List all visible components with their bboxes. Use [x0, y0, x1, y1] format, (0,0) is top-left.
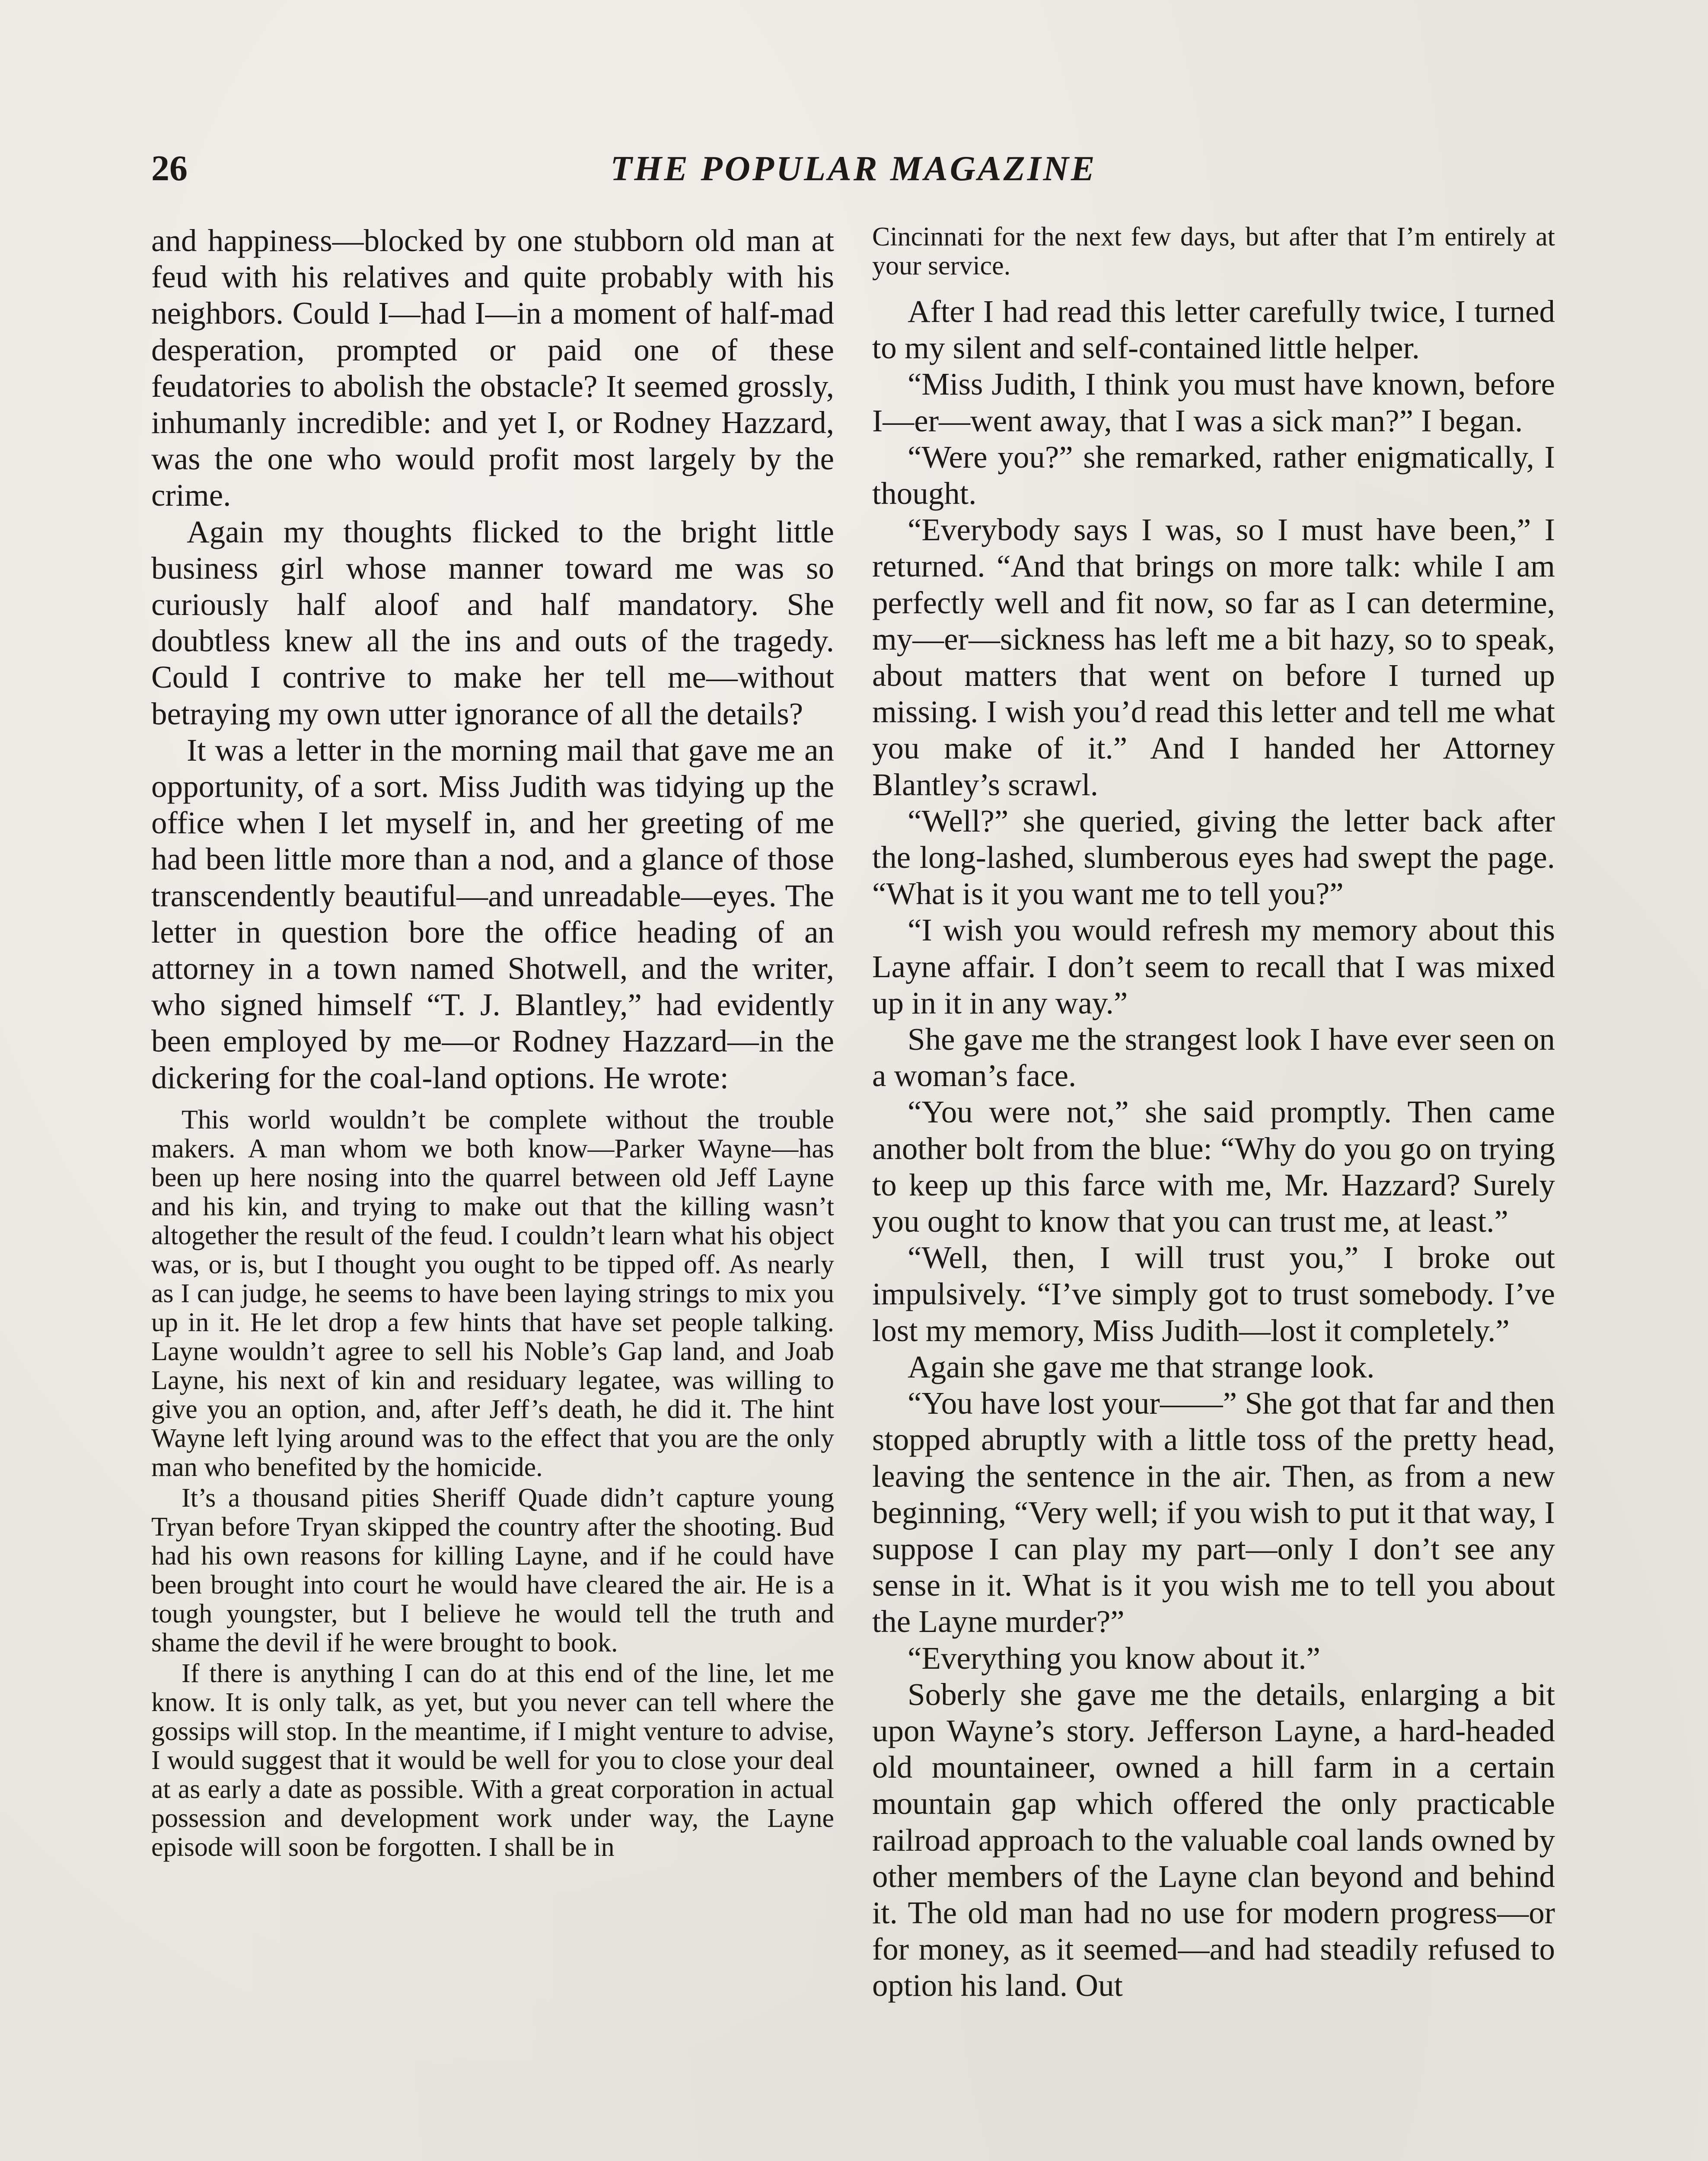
letter-paragraph: This world wouldn’t be complete without the trouble makers. A man whom we both know—Parker Wayne—has been up here nosing into the quarrel between old Jeff Layne and his kin, and trying to make out that the killing wasn’t altogether the result of the feud. I couldn’t learn what his object was, or is, but I thought you ought to be tipped off. As nearly as I can judge, he seems to have been laying strings to mix you up in it. He let drop a few hints that have set people talking. Layne wouldn’t agree to sell his Noble’s Gap land, and Joab Layne, his next of kin and residuary legatee, was willing to give you an option, and, after Jeff’s death, he did it. The hint Wayne left lying around was to the effect that you are the only man who benefited by the homicide. [151, 1105, 834, 1482]
paragraph: “Well?” she queried, giving the letter back after the long-lashed, slumberous eyes had swept the page. “What is it you want me to tell you?” [872, 803, 1555, 912]
paragraph: “Everything you know about it.” [908, 1640, 1320, 1676]
paragraph: “Were you?” she remarked, rather enigmatically, I thought. [872, 439, 1555, 511]
paragraph: “Everybody says I was, so I must have been,” I returned. “And that brings on more talk: while I am perfectly well and fit now, so far as I can determine, my—er—sickness has left me a bit hazy, so to speak, about matters that went on before I turned up missing. I wish you’d read this letter and tell me what you make of it.” And I handed her Attorney Blantley’s scrawl. [872, 512, 1555, 802]
page-header [151, 143, 1556, 194]
quoted-letter-continuation [872, 223, 1555, 280]
paragraph: “I wish you would refresh my memory about this Layne affair. I don’t seem to recall that I was mixed up in it in any way.” [872, 912, 1555, 1020]
right-column [872, 223, 1555, 2004]
page-number: 26 [151, 148, 188, 188]
paragraph: Again she gave me that strange look. [908, 1349, 1375, 1384]
quoted-letter [151, 1106, 834, 1862]
paragraph: After I had read this letter carefully twice, I turned to my silent and self-contained little helper. [872, 294, 1555, 366]
magazine-title: THE POPULAR MAGAZINE [610, 149, 1097, 188]
paragraph: She gave me the strangest look I have ever seen on a woman’s face. [872, 1022, 1555, 1093]
paragraph: and happiness—blocked by one stubborn old man at feud with his relatives and quite probably with his neighbors. Could I—had I—in a moment of half-mad desperation, prompted or paid one of these feudatories to abolish the obstacle? It seemed grossly, inhumanly incredible: and yet I, or Rodney Hazzard, was the one who would profit most largely by the crime. [151, 223, 834, 513]
paragraph: It was a letter in the morning mail that gave me an opportunity, of a sort. Miss Judith was tidying up the office when I let myself in, and her greeting of me had been little more than a nod, and a glance of those transcendently beautiful—and unreadable—eyes. The letter in question bore the office heading of an attorney in a town named Shotwell, and the writer, who signed himself “T. J. Blantley,” had evidently been employed by me—or Rodney Hazzard—in the dickering for the coal-land options. He wrote: [151, 732, 834, 1095]
paragraph: “Miss Judith, I think you must have known, before I—er—went away, that I was a sick man?” I began. [872, 367, 1555, 438]
left-column [151, 223, 834, 1862]
letter-paragraph: Cincinnati for the next few days, but after that I’m entirely at your service. [872, 222, 1555, 280]
letter-paragraph: It’s a thousand pities Sheriff Quade didn’t capture young Tryan before Tryan skipped the country after the shooting. Bud had his own reasons for killing Layne, and if he could have been brought into court he would have cleared the air. He is a tough youngster, but I believe he would tell the truth and shame the devil if he were brought to book. [151, 1483, 834, 1657]
paragraph: Soberly she gave me the details, enlarging a bit upon Wayne’s story. Jefferson Layne, a hard-headed old mountaineer, owned a hill farm in a certain mountain gap which offered the only practicable railroad approach to the valuable coal lands owned by other members of the Layne clan beyond and behind it. The old man had no use for modern progress—or for money, as it seemed—and had steadily refused to option his land. Out [872, 1677, 1555, 2003]
right-body-text [872, 293, 1555, 2004]
paragraph: “Well, then, I will trust you,” I broke out impulsively. “I’ve simply got to trust somebody. I’ve lost my memory, Miss Judith—lost it completely.” [872, 1240, 1555, 1348]
letter-paragraph: If there is anything I can do at this end of the line, let me know. It is only talk, as yet, but you never can tell where the gossips will stop. In the meantime, if I might venture to advise, I would suggest that it would be well for you to close your deal at as early a date as possible. With a great corporation in actual possession and development work under way, the Layne episode will soon be forgotten. I shall be in [151, 1658, 834, 1862]
paragraph: “You were not,” she said promptly. Then came another bolt from the blue: “Why do you go on trying to keep up this farce with me, Mr. Hazzard? Surely you ought to know that you can trust me, at least.” [872, 1094, 1555, 1239]
left-body-text [151, 223, 834, 1096]
paragraph: Again my thoughts flicked to the bright little business girl whose manner toward me was so curiously half aloof and half mandatory. She doubtless knew all the ins and outs of the tragedy. Could I contrive to make her tell me—without betraying my own utter ignorance of all the details? [151, 514, 834, 731]
paragraph: “You have lost your——” She got that far and then stopped abruptly with a little toss of the pretty head, leaving the sentence in the air. Then, as from a new beginning, “Very well; if you wish to put it that way, I suppose I can play my part—only I don’t see any sense in it. What is it you wish me to tell you about the Layne murder?” [872, 1386, 1555, 1639]
